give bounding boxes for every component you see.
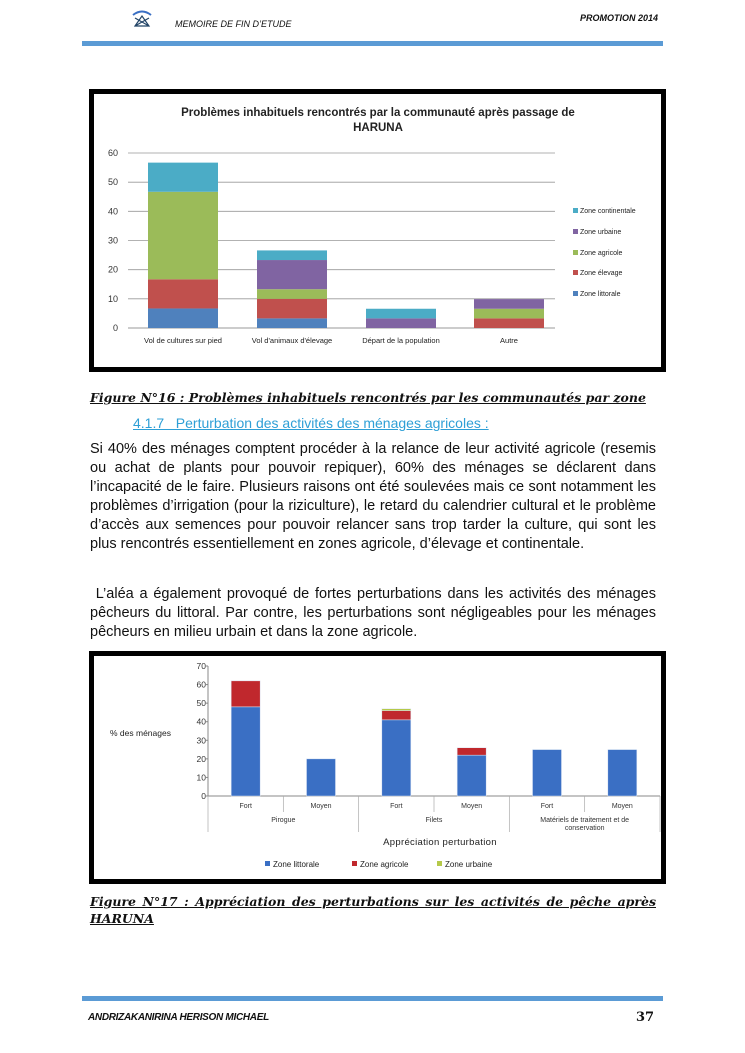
legend-swatch — [573, 291, 578, 296]
header-rule — [82, 41, 663, 46]
group-label: Matériels de traitement et de — [540, 817, 630, 824]
school-logo-icon — [131, 8, 153, 28]
y-tick-label: 20 — [107, 264, 118, 275]
bar-segment — [307, 759, 336, 796]
y-tick-label: 0 — [112, 323, 118, 333]
bar-segment — [257, 318, 327, 328]
paragraph-1: Si 40% des ménages comptent procéder à la relance de leur activité agricole (resemis ou achat de plants pour pouvoir repiquer), 60% des ménages se déclarent dans l’incapacité de le faire. Plusieurs raisons ont été soulevées mais ce sont notamment les problèmes d’irrigation (pour la riziculture), le retard du calendrier cultural et le problème d’accès aux semences pour pouvoir relancer sans trop tarder la culture, qui sont les plus rencontrés essentiellement en zones agricole, d’élevage et continentale. — [90, 441, 656, 552]
y-tick-label: 30 — [107, 235, 118, 246]
x-tick-label: Moyen — [461, 803, 483, 810]
y-tick-label: 10 — [196, 772, 206, 783]
bar-segment — [533, 750, 562, 796]
x-tick-label: Moyen — [611, 803, 633, 810]
x-tick-label: Fort — [239, 803, 252, 810]
legend-swatch — [573, 250, 578, 255]
bar-segment — [474, 299, 544, 309]
bar-segment — [257, 299, 327, 319]
x-tick-label: Vol d'animaux d'élevage — [251, 336, 333, 345]
y-tick-label: 20 — [196, 753, 206, 764]
y-tick-label: 40 — [107, 206, 118, 217]
footer-rule — [82, 996, 663, 1001]
bar-segment — [382, 709, 411, 711]
legend-swatch — [352, 861, 357, 866]
legend-label: Zone littorale — [580, 291, 621, 298]
figure17-caption: Figure N°17 : Appréciation des perturbations sur les activités de pêche après HARUNA — [90, 894, 656, 926]
y-tick-label: 60 — [196, 679, 206, 690]
bar-segment — [148, 308, 218, 328]
figure16-chart — [94, 94, 661, 367]
bar-segment — [148, 279, 218, 308]
bar-segment — [474, 318, 544, 328]
y-tick-label: 50 — [107, 177, 118, 188]
group-label: Filets — [425, 817, 443, 824]
bar-segment — [257, 250, 327, 260]
y-tick-label: 50 — [196, 698, 206, 709]
x-tick-label: Fort — [540, 803, 554, 810]
bar-segment — [231, 681, 260, 707]
y-tick-label: 10 — [107, 293, 118, 304]
bar-segment — [366, 318, 436, 328]
group-label: Pirogue — [271, 817, 296, 824]
bar-segment — [457, 748, 486, 755]
y-tick-label: 40 — [196, 716, 206, 727]
bar-segment — [474, 309, 544, 319]
legend-swatch — [573, 229, 578, 234]
legend-label: Zone élevage — [580, 270, 623, 277]
x-axis-title: Appréciation perturbation — [383, 837, 497, 848]
figure17-chart — [94, 656, 661, 879]
legend-label: Zone urbaine — [445, 860, 493, 869]
paragraph-2: L’aléa a également provoqué de fortes perturbations dans les activités des ménages pêcheurs du littoral. Par contre, les perturbations sont négligeables pour les ménages pêcheurs en milieu urbain et dans la zone agricole. — [90, 586, 661, 640]
bar-segment — [366, 309, 436, 319]
bar-segment — [608, 750, 637, 796]
bar-segment — [382, 720, 411, 796]
legend-swatch — [573, 270, 578, 275]
header-title: MEMOIRE DE FIN D’ETUDE — [175, 19, 292, 29]
bar-segment — [148, 163, 218, 192]
x-tick-label: Autre — [500, 336, 518, 345]
figure16-caption: Figure N°16 : Problèmes inhabituels rencontrés par les communautés par zone — [90, 390, 646, 405]
legend-swatch — [573, 208, 578, 213]
bar-segment — [231, 707, 260, 796]
x-tick-label: Départ de la population — [362, 336, 440, 345]
legend-label: Zone urbaine — [580, 229, 622, 236]
bar-segment — [257, 260, 327, 289]
legend-swatch — [437, 861, 442, 866]
group-label: conservation — [564, 825, 605, 832]
y-tick-label: 60 — [107, 148, 118, 158]
chart-title: HARUNA — [353, 122, 403, 134]
bar-segment — [257, 289, 327, 299]
chart-title: Problèmes inhabituels rencontrés par la communauté après passage de — [181, 107, 575, 119]
x-tick-label: Vol de cultures sur pied — [144, 336, 222, 345]
y-tick-label: 70 — [196, 661, 206, 671]
section-heading: 4.1.7 Perturbation des activités des ménages agricoles : — [133, 415, 489, 431]
legend-label: Zone agricole — [360, 860, 409, 869]
bar-segment — [382, 711, 411, 720]
y-tick-label: 0 — [201, 791, 206, 801]
x-tick-label: Fort — [390, 803, 403, 810]
legend-label: Zone agricole — [580, 250, 623, 257]
x-tick-label: Moyen — [310, 803, 332, 810]
page-number: 37 — [636, 1010, 655, 1025]
bar-segment — [457, 755, 486, 796]
footer-author: ANDRIZAKANIRINA HERISON MICHAEL — [88, 1012, 269, 1023]
header-promotion: PROMOTION 2014 — [580, 13, 659, 23]
legend-label: Zone littorale — [273, 860, 320, 869]
y-axis-label: % des ménages — [110, 728, 171, 738]
legend-label: Zone continentale — [580, 208, 636, 215]
legend-swatch — [265, 861, 270, 866]
bar-segment — [148, 192, 218, 280]
y-tick-label: 30 — [196, 735, 206, 746]
